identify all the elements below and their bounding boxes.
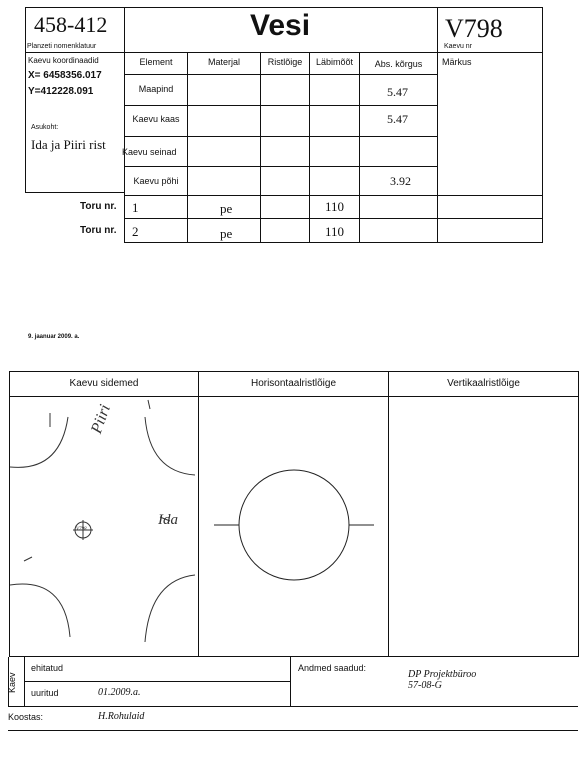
panel-header-connections: Kaevu sidemed [69, 378, 139, 389]
col-header-section: Ristlõige [267, 57, 303, 67]
col-header-diameter: Läbimõõt [315, 57, 354, 67]
col-header-material: Materjal [207, 57, 240, 67]
author-label: Koostas: [8, 712, 44, 722]
coordinates-label: Kaevu koordinaadid [28, 56, 99, 65]
east-annotation: Ida [158, 512, 178, 528]
panel-header-horizontal-section: Horisontaalristlõige [250, 378, 337, 389]
element-name: Kaevu põhi [133, 176, 179, 186]
element-name: Kaevu kaas [132, 114, 180, 124]
pipe-diameter: 110 [325, 224, 345, 239]
location-label: Asukoht: [31, 124, 59, 131]
location-value: Ida ja Piiri rist [31, 137, 106, 152]
pipe-number: 2 [132, 224, 139, 239]
author-value: H.Rohulaid [98, 711, 145, 722]
col-header-element: Element [139, 57, 173, 67]
coordinate-x: X= 6458356.017 [28, 70, 102, 81]
plan-number: 458-412 [34, 12, 108, 37]
col-header-elevation: Abs. kõrgus [374, 59, 423, 69]
data-source-value: DP Projektbüroo [408, 669, 477, 680]
well-id: V798 [445, 14, 503, 43]
elevation-value: 5.47 [387, 85, 408, 99]
element-name: Kaevu seinad [122, 147, 177, 157]
pipe-label: Toru nr. [80, 201, 117, 212]
pipe-number: 1 [132, 200, 139, 215]
page-title: Vesi [250, 9, 311, 42]
well-id-label: Kaevu nr [444, 43, 473, 50]
plan-number-label: Planzeti nomenklatuur [27, 43, 97, 50]
center-annotation: V798 [76, 527, 87, 532]
pipe-label: Toru nr. [80, 225, 117, 236]
panel-header-vertical-section: Vertikaalristlõige [447, 378, 520, 389]
built-label: ehitatud [31, 663, 64, 673]
surveyed-value: 01.2009.a. [98, 687, 141, 698]
pipe-material: pe [220, 226, 233, 241]
pipe-material: pe [220, 201, 233, 216]
footer-side-label: Kaev [7, 672, 17, 693]
col-header-remark: Märkus [442, 57, 472, 67]
elevation-value: 3.92 [390, 174, 411, 188]
north-annotation: Piiri [88, 402, 115, 436]
document-date: 9. jaanuar 2009. a. [28, 334, 80, 340]
elevation-value: 5.47 [387, 112, 408, 126]
data-source-code: 57-08-G [408, 680, 442, 691]
element-name: Maapind [138, 84, 174, 94]
horizontal-section-drawing [199, 397, 388, 656]
data-source-label: Andmed saadud: [298, 663, 367, 673]
surveyed-label: uuritud [31, 688, 59, 698]
coordinate-y: Y=412228.091 [28, 86, 94, 97]
pipe-diameter: 110 [325, 199, 345, 214]
